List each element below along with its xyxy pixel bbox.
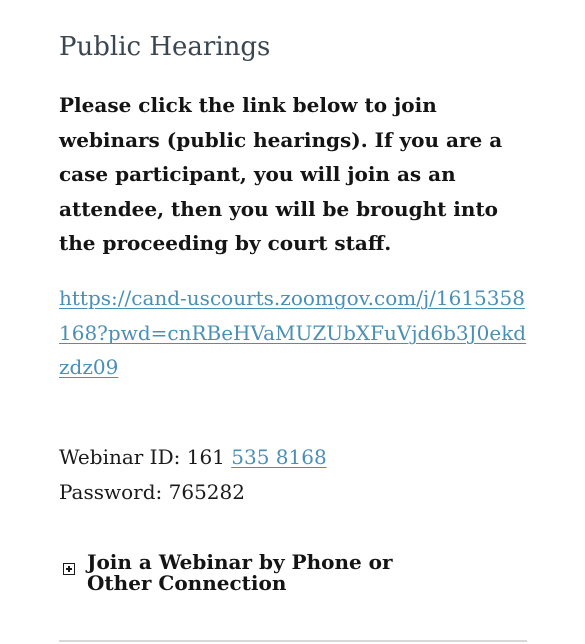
webinar-details — [59, 440, 327, 509]
section-title: Public Hearings — [59, 32, 271, 62]
webinar-id-label: Webinar ID: 161 — [59, 445, 232, 469]
section-divider — [59, 640, 527, 642]
webinar-password: Password: 765282 — [59, 479, 245, 504]
join-by-phone-accordion[interactable] — [63, 552, 533, 594]
intro-paragraph: Please click the link below to join webinars (public hearings). If you are a case participant, you will join as an attendee, then you will be brought into the proceeding by court staff. — [59, 93, 503, 255]
webinar-join-link[interactable]: https://cand-uscourts.zoomgov.com/j/1615358168?pwd=cnRBeHVaMUZUbXFuVjd6b3J0ekdzdz09 — [59, 286, 527, 379]
webinar-id-phone-link[interactable]: 535 8168 — [231, 445, 327, 469]
webinar-id-line — [59, 440, 327, 475]
plus-square-icon[interactable] — [63, 563, 75, 575]
accordion-label[interactable]: Join a Webinar by Phone or Other Connection — [87, 550, 393, 595]
